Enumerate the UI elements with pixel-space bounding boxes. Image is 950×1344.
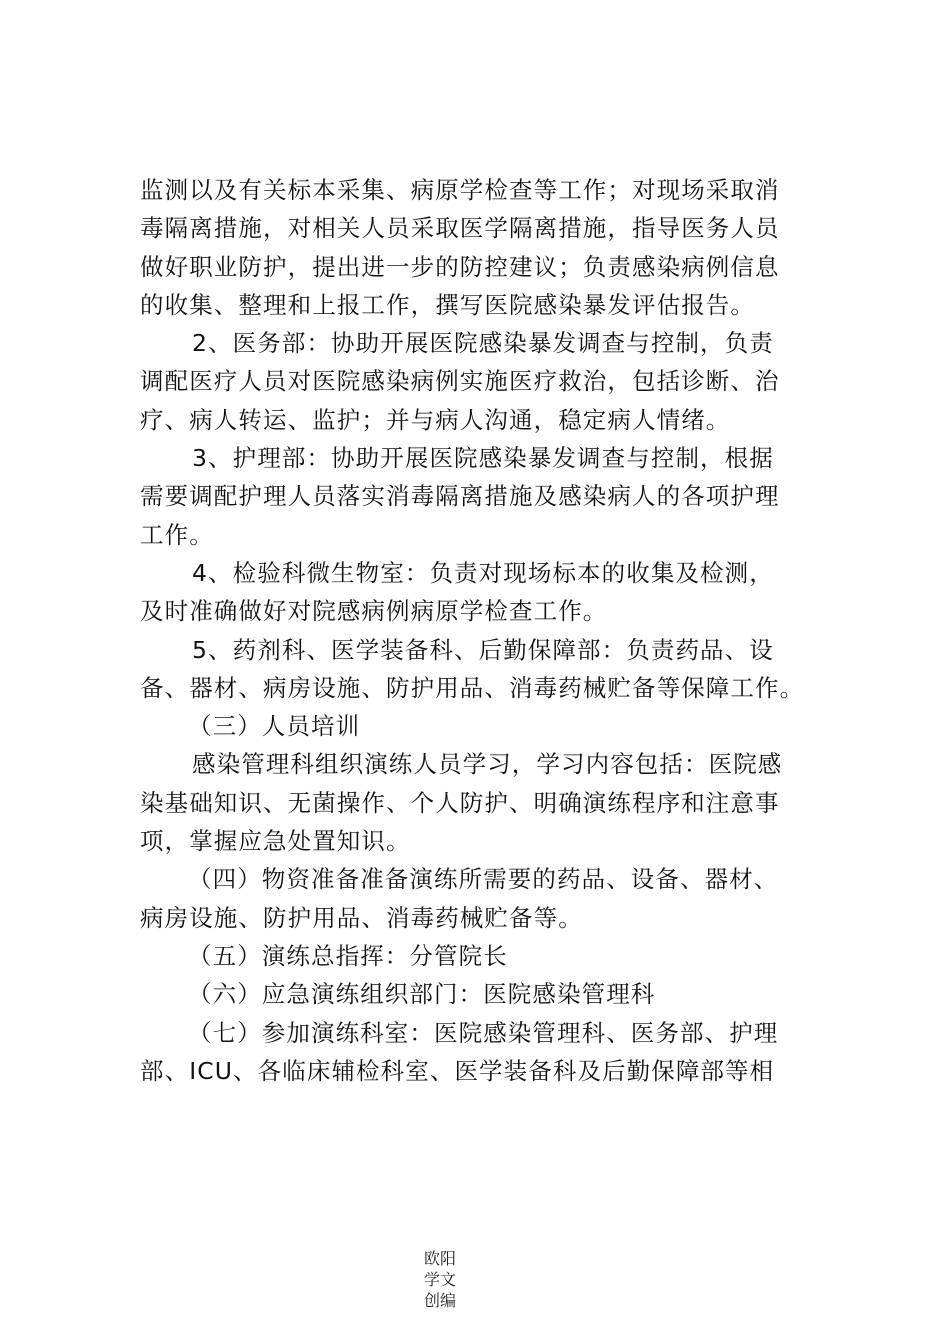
- text-line: 项，掌握应急处置知识。: [140, 827, 411, 856]
- text-line: 5、药剂科、医学装备科、后勤保障部：负责药品、设: [192, 635, 774, 664]
- footer-author: [424, 1248, 464, 1311]
- text-line: 3、护理部：协助开展医院感染暴发调查与控制，根据: [192, 444, 774, 473]
- text-line: 调配医疗人员对医院感染病例实施医疗救治，包括诊断、治: [140, 367, 780, 396]
- text-line: 工作。: [140, 520, 214, 549]
- footer-line: 学文: [424, 1270, 457, 1289]
- text-line: 做好职业防护，提出进一步的防控建议；负责感染病例信息: [140, 252, 780, 281]
- text-line: （六）应急演练组织部门：医院感染管理科: [188, 980, 656, 1009]
- section-heading: （三）人员培训: [188, 712, 361, 741]
- text-line: （四）物资准备准备演练所需要的药品、设备、器材、: [188, 865, 779, 894]
- footer-line: 欧阳: [424, 1249, 457, 1268]
- footer-line: 创编: [424, 1291, 457, 1310]
- text-line: 的收集、整理和上报工作，撰写医院感染暴发评估报告。: [140, 290, 755, 319]
- text-line: 需要调配护理人员落实消毒隔离措施及感染病人的各项护理: [140, 482, 780, 511]
- text-line: 病房设施、防护用品、消毒药械贮备等。: [140, 903, 583, 932]
- text-line: 备、器材、病房设施、防护用品、消毒药械贮备等保障工作。: [140, 673, 805, 702]
- text-line: 染基础知识、无菌操作、个人防护、明确演练程序和注意事: [140, 788, 780, 817]
- text-line: 部、ICU、各临床辅检科室、医学装备科及后勤保障部等相: [140, 1056, 775, 1085]
- text-line: 感染管理科组织演练人员学习，学习内容包括：医院感: [192, 750, 783, 779]
- text-line: （五）演练总指挥：分管院长: [188, 941, 508, 970]
- text-line: 监测以及有关标本采集、病原学检查等工作；对现场采取消: [140, 176, 780, 204]
- text-line: 2、医务部：协助开展医院感染暴发调查与控制，负责: [192, 329, 774, 358]
- text-line: 4、检验科微生物室：负责对现场标本的收集及检测，: [192, 558, 774, 587]
- text-line: 及时准确做好对院感病例病原学检查工作。: [140, 597, 608, 626]
- text-line: 疗、病人转运、监护；并与病人沟通，稳定病人情绪。: [140, 405, 731, 434]
- text-line: （七）参加演练科室：医院感染管理科、医务部、护理: [188, 1018, 779, 1047]
- document-body: [140, 171, 820, 1090]
- text-line: 毒隔离措施，对相关人员采取医学隔离措施，指导医务人员: [140, 214, 780, 243]
